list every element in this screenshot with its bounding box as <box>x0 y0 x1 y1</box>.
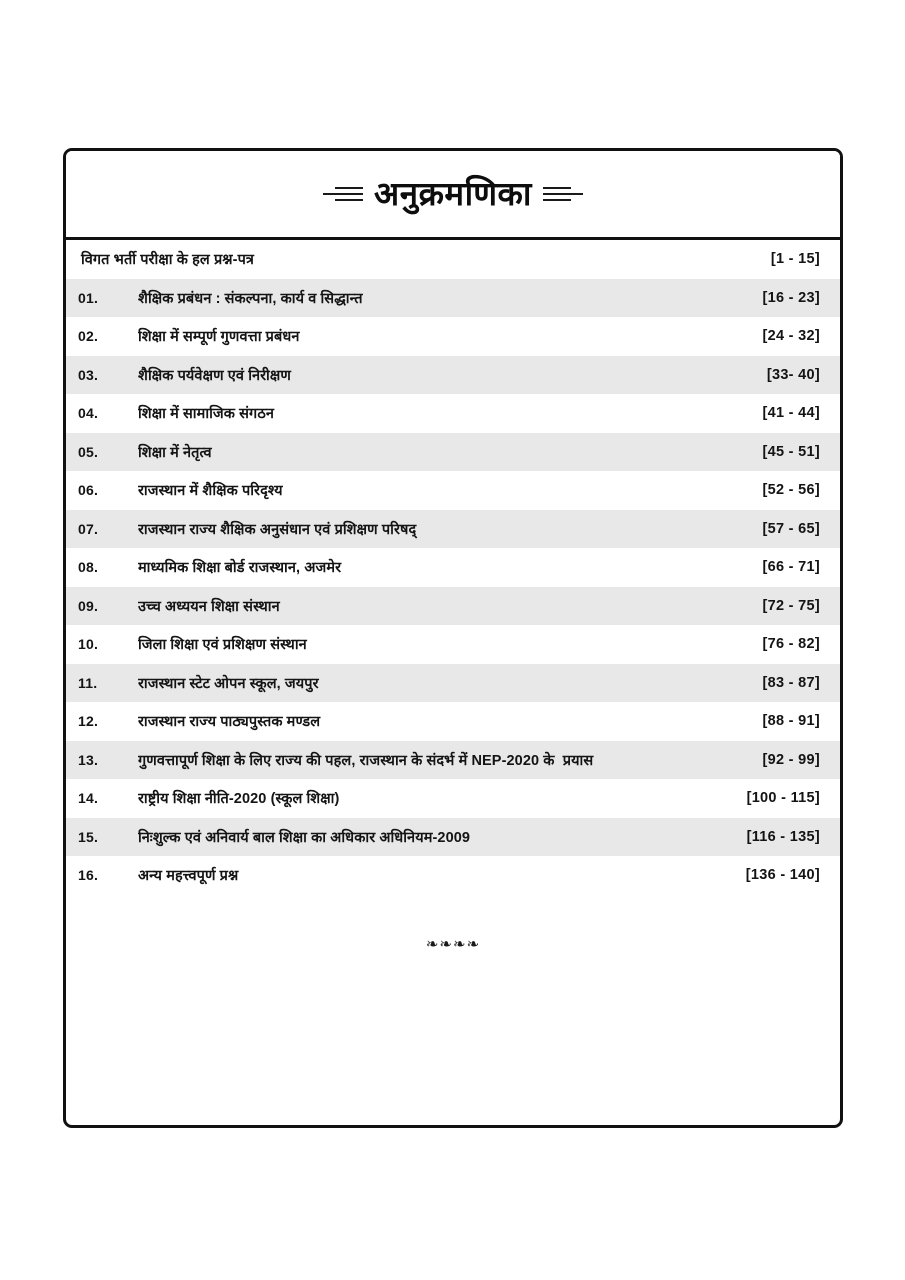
toc-row[interactable] <box>66 471 840 510</box>
toc-row-title[interactable]: शैक्षिक पर्यवेक्षण एवं निरीक्षण <box>138 367 291 384</box>
toc-row-pages: [24 - 32] <box>762 328 820 345</box>
toc-row-number: 14. <box>78 790 99 807</box>
toc-row-pages: [92 - 99] <box>762 751 820 768</box>
toc-row-number: 11. <box>78 674 98 691</box>
toc-row-title[interactable]: शिक्षा में सम्पूर्ण गुणवत्ता प्रबंधन <box>138 329 300 346</box>
toc-row-number: 13. <box>78 751 99 768</box>
page-title: अनुक्रमणिका <box>374 175 532 213</box>
toc-header <box>66 151 840 240</box>
toc-row[interactable] <box>66 240 840 279</box>
toc-row[interactable] <box>66 587 840 626</box>
toc-row[interactable] <box>66 625 840 664</box>
toc-row-title[interactable]: राजस्थान में शैक्षिक परिदृश्य <box>138 483 283 500</box>
toc-row[interactable] <box>66 856 840 895</box>
toc-row[interactable] <box>66 356 840 395</box>
toc-row-number: 15. <box>78 828 99 845</box>
toc-row-number: 01. <box>78 289 99 306</box>
toc-row[interactable] <box>66 818 840 857</box>
toc-row-pages: [100 - 115] <box>746 790 820 807</box>
toc-row-title[interactable]: शिक्षा में सामाजिक संगठन <box>138 406 274 423</box>
toc-row-title[interactable]: शैक्षिक प्रबंधन : संकल्पना, कार्य व सिद्धान्त <box>138 290 363 307</box>
toc-row-pages: [76 - 82] <box>762 636 820 653</box>
triple-line-ornament-left-icon <box>323 187 363 201</box>
toc-row-pages: [33- 40] <box>766 366 820 383</box>
toc-row-pages: [57 - 65] <box>762 520 820 537</box>
toc-row-number: 07. <box>78 520 99 537</box>
toc-row-pages: [116 - 135] <box>746 828 820 845</box>
toc-row-title[interactable]: जिला शिक्षा एवं प्रशिक्षण संस्थान <box>138 637 307 654</box>
toc-row[interactable] <box>66 548 840 587</box>
toc-row-title[interactable]: राजस्थान राज्य पाठ्यपुस्तक मण्डल <box>138 714 321 731</box>
toc-row-number: 12. <box>78 713 99 730</box>
toc-row[interactable] <box>66 664 840 703</box>
toc-row-title[interactable]: राष्ट्रीय शिक्षा नीति-2020 (स्कूल शिक्षा) <box>138 791 340 808</box>
toc-row-pages: [83 - 87] <box>762 674 820 691</box>
toc-row-pages: [72 - 75] <box>762 597 820 614</box>
table-of-contents-panel <box>63 148 843 1128</box>
toc-row-title[interactable]: राजस्थान राज्य शैक्षिक अनुसंधान एवं प्रशिक्षण परिषद् <box>138 521 417 538</box>
toc-row-number: 03. <box>78 366 99 383</box>
toc-row-number: 08. <box>78 559 99 576</box>
toc-row-pages: [1 - 15] <box>770 251 820 268</box>
toc-row[interactable] <box>66 279 840 318</box>
toc-rows-container <box>66 240 840 895</box>
toc-row[interactable] <box>66 779 840 818</box>
toc-row-title[interactable]: राजस्थान स्टेट ओपन स्कूल, जयपुर <box>138 675 319 692</box>
toc-row-number: 05. <box>78 443 99 460</box>
toc-row[interactable] <box>66 741 840 780</box>
toc-row-title[interactable]: अन्य महत्त्वपूर्ण प्रश्न <box>138 868 239 885</box>
toc-row-number: 04. <box>78 405 99 422</box>
toc-row-title[interactable]: गुणवत्तापूर्ण शिक्षा के लिए राज्य की पहल, राजस्थान के संदर्भ में NEP-2020 के प्रयास <box>138 752 594 769</box>
toc-row-pages: [16 - 23] <box>762 289 820 306</box>
toc-row[interactable] <box>66 510 840 549</box>
toc-row-pages: [52 - 56] <box>762 482 820 499</box>
toc-row[interactable] <box>66 702 840 741</box>
toc-row-title[interactable]: विगत भर्ती परीक्षा के हल प्रश्न-पत्र <box>81 252 255 269</box>
toc-row-title[interactable]: माध्यमिक शिक्षा बोर्ड राजस्थान, अजमेर <box>138 560 342 577</box>
toc-row[interactable] <box>66 317 840 356</box>
toc-row-pages: [66 - 71] <box>762 559 820 576</box>
toc-row-number: 10. <box>78 636 99 653</box>
floral-swirl-ornament-icon: ❧❧❧❧ <box>425 936 481 953</box>
toc-row-pages: [136 - 140] <box>745 867 820 884</box>
toc-row-title[interactable]: निःशुल्क एवं अनिवार्य बाल शिक्षा का अधिकार अधिनियम-2009 <box>138 829 471 846</box>
toc-footer <box>66 895 840 995</box>
toc-row[interactable] <box>66 433 840 472</box>
toc-row-number: 16. <box>78 867 99 884</box>
toc-row-title[interactable]: शिक्षा में नेतृत्व <box>138 444 212 461</box>
toc-row-number: 06. <box>78 482 99 499</box>
toc-row-pages: [88 - 91] <box>762 713 820 730</box>
toc-title-group <box>323 173 583 214</box>
toc-row-number: 02. <box>78 328 99 345</box>
toc-row-number: 09. <box>78 597 99 614</box>
toc-row-title[interactable]: उच्च अध्ययन शिक्षा संस्थान <box>138 598 280 615</box>
toc-row-pages: [45 - 51] <box>762 443 820 460</box>
toc-row-pages: [41 - 44] <box>762 405 820 422</box>
triple-line-ornament-right-icon <box>543 187 583 201</box>
toc-row[interactable] <box>66 394 840 433</box>
